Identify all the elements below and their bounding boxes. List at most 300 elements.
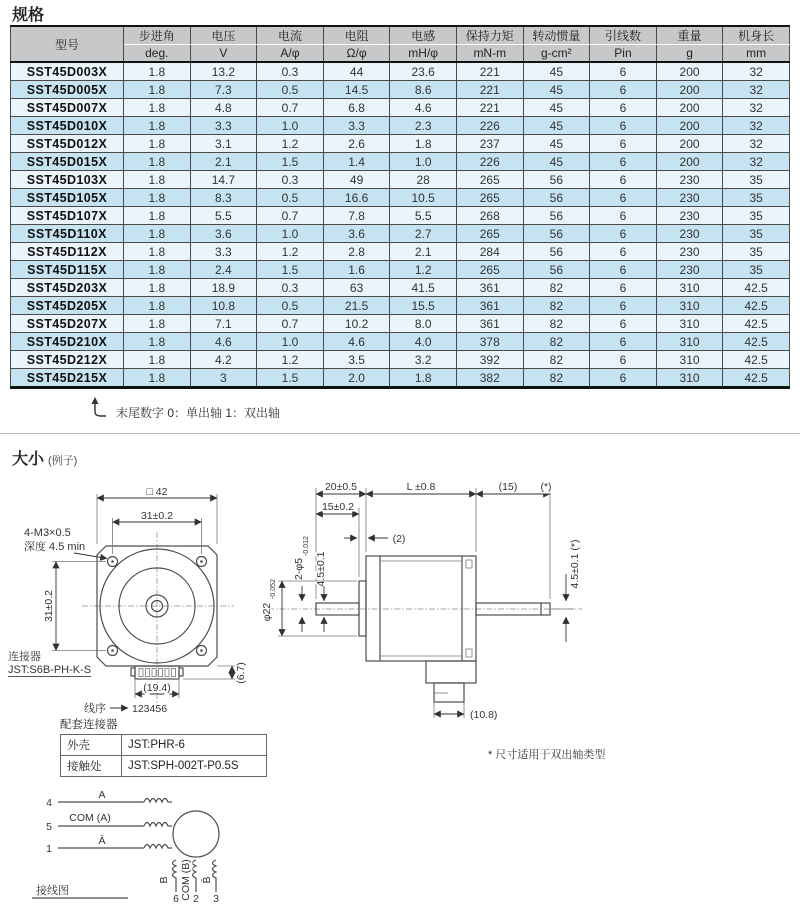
value-cell: 237	[456, 135, 523, 153]
value-cell: 1.8	[124, 99, 191, 117]
table-row	[11, 333, 790, 351]
value-cell: 6	[590, 153, 657, 171]
value-cell: 1.0	[257, 333, 324, 351]
value-cell: 1.2	[257, 243, 324, 261]
wiring-diagram-label: 接线图	[36, 885, 69, 897]
spec-section-title: 规格	[12, 7, 45, 24]
value-cell: 4.2	[190, 351, 257, 369]
column-header: 电压	[190, 26, 257, 45]
column-unit: mN-m	[456, 45, 523, 63]
value-cell: 1.8	[124, 153, 191, 171]
com-a-label: COM (A)	[69, 812, 111, 824]
value-cell: 221	[456, 99, 523, 117]
model-cell: SST45D015X	[11, 153, 124, 171]
value-cell: 2.8	[323, 243, 390, 261]
value-cell: 265	[456, 189, 523, 207]
dim-shaft-flat: 4.5±0.1	[315, 551, 327, 587]
model-cell: SST45D112X	[11, 243, 124, 261]
value-cell: 2.1	[190, 153, 257, 171]
dim-hole-span-h: 31±0.2	[140, 510, 174, 522]
value-cell: 3	[190, 369, 257, 388]
value-cell: 230	[656, 189, 723, 207]
value-cell: 6	[590, 207, 657, 225]
model-cell: SST45D210X	[11, 333, 124, 351]
value-cell: 14.7	[190, 171, 257, 189]
pin-2-label: 2	[193, 893, 199, 904]
value-cell: 1.8	[124, 207, 191, 225]
value-cell: 42.5	[723, 369, 790, 388]
value-cell: 6	[590, 369, 657, 388]
value-cell: 310	[656, 297, 723, 315]
value-cell: 6	[590, 81, 657, 99]
value-cell: 6	[590, 225, 657, 243]
value-cell: 13.2	[190, 62, 257, 81]
column-header: 电流	[257, 26, 324, 45]
table-row	[11, 207, 790, 225]
value-cell: 6	[590, 297, 657, 315]
value-cell: 7.3	[190, 81, 257, 99]
value-cell: 6	[590, 135, 657, 153]
value-cell: 42.5	[723, 351, 790, 369]
phase-a-label: A	[98, 789, 106, 801]
connector-part-label: 接触处	[61, 756, 122, 777]
dimension-footnote: * 尺寸适用于双出轴类型	[488, 749, 606, 761]
model-cell: SST45D215X	[11, 369, 124, 388]
value-cell: 0.3	[257, 279, 324, 297]
column-unit: g-cm²	[523, 45, 590, 63]
column-header: 机身长	[723, 26, 790, 45]
value-cell: 7.8	[323, 207, 390, 225]
table-row	[11, 315, 790, 333]
value-cell: 45	[523, 153, 590, 171]
column-header: 引线数	[590, 26, 657, 45]
value-cell: 1.8	[124, 333, 191, 351]
value-cell: 265	[456, 171, 523, 189]
value-cell: 45	[523, 135, 590, 153]
value-cell: 8.0	[390, 315, 457, 333]
pin-order-label: 线序	[84, 703, 106, 715]
value-cell: 310	[656, 369, 723, 388]
value-cell: 7.1	[190, 315, 257, 333]
value-cell: 3.6	[190, 225, 257, 243]
value-cell: 1.0	[257, 225, 324, 243]
tap-spec-line2: 深度 4.5 min	[24, 541, 86, 553]
section-divider	[0, 433, 800, 434]
value-cell: 361	[456, 315, 523, 333]
dim-shaft-diameter: 2-φ5	[293, 558, 305, 580]
value-cell: 32	[723, 153, 790, 171]
value-cell: 3.3	[323, 117, 390, 135]
dim-connector-width: (19.4)	[143, 682, 171, 694]
value-cell: 265	[456, 225, 523, 243]
value-cell: 230	[656, 171, 723, 189]
value-cell: 18.9	[190, 279, 257, 297]
value-cell: 21.5	[323, 297, 390, 315]
pin-1-label: 1	[46, 843, 52, 855]
value-cell: 56	[523, 225, 590, 243]
rotor-circle	[173, 811, 219, 857]
column-header: 步进角	[124, 26, 191, 45]
column-header: 电阻	[323, 26, 390, 45]
value-cell: 82	[523, 297, 590, 315]
value-cell: 14.5	[323, 81, 390, 99]
value-cell: 1.2	[390, 261, 457, 279]
value-cell: 6	[590, 279, 657, 297]
connector-part-label: 外壳	[61, 735, 122, 756]
value-cell: 0.3	[257, 62, 324, 81]
phase-b-bar-label: B̄	[201, 876, 213, 884]
model-cell: SST45D003X	[11, 62, 124, 81]
value-cell: 3.3	[190, 117, 257, 135]
value-cell: 1.8	[124, 189, 191, 207]
phase-b-label: B	[158, 876, 170, 884]
value-cell: 2.7	[390, 225, 457, 243]
connector-part-number: JST:SPH-002T-P0.5S	[122, 756, 267, 777]
value-cell: 6	[590, 333, 657, 351]
model-cell: SST45D007X	[11, 99, 124, 117]
value-cell: 0.5	[257, 297, 324, 315]
value-cell: 35	[723, 171, 790, 189]
dim-rear-shaft-15: (15)	[498, 481, 518, 493]
value-cell: 32	[723, 62, 790, 81]
value-cell: 1.8	[124, 261, 191, 279]
mating-connector-block	[60, 716, 267, 777]
value-cell: 35	[723, 207, 790, 225]
tap-spec-line1: 4-M3×0.5	[24, 527, 71, 539]
model-cell: SST45D212X	[11, 351, 124, 369]
value-cell: 6	[590, 117, 657, 135]
value-cell: 35	[723, 243, 790, 261]
table-row	[11, 81, 790, 99]
pin-6-label: 6	[173, 893, 179, 904]
value-cell: 10.5	[390, 189, 457, 207]
column-unit: mH/φ	[390, 45, 457, 63]
dim-star-note: (*)	[540, 481, 552, 493]
value-cell: 2.6	[323, 135, 390, 153]
value-cell: 6	[590, 261, 657, 279]
value-cell: 4.6	[190, 333, 257, 351]
column-unit: Ω/φ	[323, 45, 390, 63]
value-cell: 1.0	[390, 153, 457, 171]
model-cell: SST45D110X	[11, 225, 124, 243]
value-cell: 4.0	[390, 333, 457, 351]
value-cell: 1.8	[124, 117, 191, 135]
value-cell: 3.5	[323, 351, 390, 369]
value-cell: 10.2	[323, 315, 390, 333]
value-cell: 1.8	[390, 135, 457, 153]
value-cell: 1.5	[257, 261, 324, 279]
value-cell: 382	[456, 369, 523, 388]
value-cell: 310	[656, 333, 723, 351]
value-cell: 1.8	[124, 297, 191, 315]
column-header: 保持力矩	[456, 26, 523, 45]
value-cell: 2.0	[323, 369, 390, 388]
model-cell: SST45D103X	[11, 171, 124, 189]
value-cell: 1.4	[323, 153, 390, 171]
value-cell: 0.7	[257, 207, 324, 225]
value-cell: 226	[456, 117, 523, 135]
up-arrow-icon	[88, 396, 110, 420]
value-cell: 0.7	[257, 315, 324, 333]
dim-pilot-diameter: φ22	[261, 602, 273, 622]
value-cell: 42.5	[723, 297, 790, 315]
value-cell: 5.5	[390, 207, 457, 225]
value-cell: 1.8	[124, 81, 191, 99]
value-cell: 45	[523, 62, 590, 81]
com-b-label: COM (B)	[180, 859, 192, 901]
value-cell: 361	[456, 279, 523, 297]
value-cell: 82	[523, 351, 590, 369]
value-cell: 284	[456, 243, 523, 261]
wiring-diagram	[28, 788, 268, 904]
column-unit: Pin	[590, 45, 657, 63]
value-cell: 8.6	[390, 81, 457, 99]
value-cell: 82	[523, 279, 590, 297]
value-cell: 200	[656, 117, 723, 135]
value-cell: 35	[723, 189, 790, 207]
table-row	[11, 225, 790, 243]
mating-connector-title: 配套连接器	[60, 719, 118, 731]
model-cell: SST45D005X	[11, 81, 124, 99]
value-cell: 42.5	[723, 315, 790, 333]
model-cell: SST45D207X	[11, 315, 124, 333]
value-cell: 5.5	[190, 207, 257, 225]
side-view-drawing	[258, 474, 592, 726]
value-cell: 56	[523, 243, 590, 261]
value-cell: 268	[456, 207, 523, 225]
table-row	[11, 62, 790, 81]
value-cell: 4.8	[190, 99, 257, 117]
value-cell: 3.1	[190, 135, 257, 153]
model-cell: SST45D107X	[11, 207, 124, 225]
value-cell: 2.3	[390, 117, 457, 135]
value-cell: 4.6	[390, 99, 457, 117]
value-cell: 45	[523, 81, 590, 99]
connector-callout-pn: JST:S6B-PH-K-S	[8, 664, 92, 676]
column-unit: A/φ	[257, 45, 324, 63]
value-cell: 3.3	[190, 243, 257, 261]
model-cell: SST45D012X	[11, 135, 124, 153]
table-row	[11, 153, 790, 171]
value-cell: 6	[590, 171, 657, 189]
dim-rear-flat: 4.5±0.1 (*)	[569, 539, 581, 589]
value-cell: 28	[390, 171, 457, 189]
table-row	[11, 351, 790, 369]
value-cell: 200	[656, 135, 723, 153]
value-cell: 0.5	[257, 189, 324, 207]
table-row	[61, 735, 267, 756]
value-cell: 56	[523, 171, 590, 189]
value-cell: 6	[590, 315, 657, 333]
value-cell: 44	[323, 62, 390, 81]
spec-table-body	[11, 62, 790, 388]
column-unit: V	[190, 45, 257, 63]
phase-a-bar-label: Ā	[98, 835, 106, 847]
value-cell: 32	[723, 99, 790, 117]
value-cell: 0.5	[257, 81, 324, 99]
table-row	[11, 261, 790, 279]
value-cell: 221	[456, 62, 523, 81]
dim-boss-gap: (2)	[392, 533, 406, 545]
value-cell: 16.6	[323, 189, 390, 207]
value-cell: 49	[323, 171, 390, 189]
value-cell: 310	[656, 315, 723, 333]
value-cell: 378	[456, 333, 523, 351]
table-row	[11, 117, 790, 135]
value-cell: 35	[723, 261, 790, 279]
value-cell: 1.8	[124, 62, 191, 81]
connector-part-number: JST:PHR-6	[122, 735, 267, 756]
value-cell: 230	[656, 225, 723, 243]
column-unit: g	[656, 45, 723, 63]
value-cell: 3.6	[323, 225, 390, 243]
connector-callout	[8, 648, 91, 677]
model-cell: SST45D205X	[11, 297, 124, 315]
column-unit: mm	[723, 45, 790, 63]
pin-3-label: 3	[213, 893, 219, 904]
model-cell: SST45D115X	[11, 261, 124, 279]
value-cell: 32	[723, 81, 790, 99]
value-cell: 200	[656, 62, 723, 81]
value-cell: 1.8	[124, 225, 191, 243]
connector-callout-cjk: 连接器	[8, 651, 41, 663]
value-cell: 8.3	[190, 189, 257, 207]
value-cell: 63	[323, 279, 390, 297]
value-cell: 45	[523, 99, 590, 117]
value-cell: 200	[656, 81, 723, 99]
value-cell: 1.8	[124, 135, 191, 153]
value-cell: 310	[656, 351, 723, 369]
value-cell: 230	[656, 261, 723, 279]
table-footnote-text: 末尾数字 0：单出轴 1：双出轴	[116, 406, 281, 420]
value-cell: 1.5	[257, 153, 324, 171]
column-unit: deg.	[124, 45, 191, 63]
dim-front-shaft-20: 20±0.5	[324, 481, 358, 493]
value-cell: 1.8	[124, 171, 191, 189]
pin-4-label: 4	[46, 797, 52, 809]
value-cell: 0.7	[257, 99, 324, 117]
value-cell: 1.8	[390, 369, 457, 388]
value-cell: 82	[523, 333, 590, 351]
value-cell: 1.2	[257, 351, 324, 369]
value-cell: 41.5	[390, 279, 457, 297]
value-cell: 1.8	[124, 315, 191, 333]
value-cell: 310	[656, 279, 723, 297]
value-cell: 2.1	[390, 243, 457, 261]
model-cell: SST45D203X	[11, 279, 124, 297]
table-footnote	[88, 396, 280, 421]
value-cell: 265	[456, 261, 523, 279]
value-cell: 6.8	[323, 99, 390, 117]
value-cell: 32	[723, 135, 790, 153]
dim-body-length: L ±0.8	[406, 481, 436, 493]
value-cell: 0.3	[257, 171, 324, 189]
model-cell: SST45D010X	[11, 117, 124, 135]
value-cell: 42.5	[723, 333, 790, 351]
value-cell: 1.5	[257, 369, 324, 388]
table-row	[11, 369, 790, 388]
value-cell: 1.8	[124, 243, 191, 261]
value-cell: 56	[523, 261, 590, 279]
value-cell: 56	[523, 189, 590, 207]
value-cell: 392	[456, 351, 523, 369]
table-row	[11, 189, 790, 207]
model-cell: SST45D105X	[11, 189, 124, 207]
value-cell: 1.8	[124, 279, 191, 297]
dim-connector-tab-width: (10.8)	[470, 709, 498, 721]
dim-connector-height: (6.7)	[235, 662, 247, 684]
side-connector	[426, 661, 476, 702]
dim-hole-span-v: 31±0.2	[43, 589, 55, 623]
spec-table	[10, 25, 790, 389]
table-row	[11, 243, 790, 261]
value-cell: 200	[656, 99, 723, 117]
value-cell: 6	[590, 351, 657, 369]
table-header-row	[11, 26, 790, 45]
column-header: 电感	[390, 26, 457, 45]
value-cell: 35	[723, 225, 790, 243]
value-cell: 230	[656, 243, 723, 261]
value-cell: 15.5	[390, 297, 457, 315]
value-cell: 10.8	[190, 297, 257, 315]
value-cell: 230	[656, 207, 723, 225]
dim-shaft-tolerance: -0.012	[303, 536, 310, 556]
size-title-text: 大小	[12, 451, 45, 468]
value-cell: 1.2	[257, 135, 324, 153]
value-cell: 221	[456, 81, 523, 99]
value-cell: 1.0	[257, 117, 324, 135]
pin-order-numbers: 123456	[132, 703, 168, 715]
table-row	[11, 135, 790, 153]
table-row	[11, 297, 790, 315]
value-cell: 1.6	[323, 261, 390, 279]
value-cell: 32	[723, 117, 790, 135]
value-cell: 45	[523, 117, 590, 135]
value-cell: 82	[523, 369, 590, 388]
value-cell: 82	[523, 315, 590, 333]
column-header: 型号	[11, 26, 124, 62]
mating-connector-table	[60, 734, 267, 777]
value-cell: 6	[590, 243, 657, 261]
table-row	[11, 279, 790, 297]
dim-pilot-tolerance: -0.052	[270, 579, 277, 599]
dim-front-shaft-15: 15±0.2	[321, 501, 355, 513]
value-cell: 3.2	[390, 351, 457, 369]
value-cell: 226	[456, 153, 523, 171]
table-row	[11, 171, 790, 189]
front-shaft	[316, 581, 366, 636]
value-cell: 6	[590, 189, 657, 207]
dim-square-size: □ 42	[146, 486, 168, 498]
column-header: 转动惯量	[523, 26, 590, 45]
value-cell: 4.6	[323, 333, 390, 351]
value-cell: 6	[590, 62, 657, 81]
size-subtitle-text: (例子)	[48, 455, 78, 467]
value-cell: 361	[456, 297, 523, 315]
value-cell: 1.8	[124, 369, 191, 388]
table-row	[11, 99, 790, 117]
value-cell: 42.5	[723, 279, 790, 297]
value-cell: 200	[656, 153, 723, 171]
value-cell: 6	[590, 99, 657, 117]
pin-5-label: 5	[46, 821, 52, 833]
value-cell: 1.8	[124, 351, 191, 369]
motor-body	[366, 556, 476, 661]
size-section-title	[12, 446, 77, 469]
front-view-drawing	[22, 474, 260, 720]
value-cell: 23.6	[390, 62, 457, 81]
column-header: 重量	[656, 26, 723, 45]
